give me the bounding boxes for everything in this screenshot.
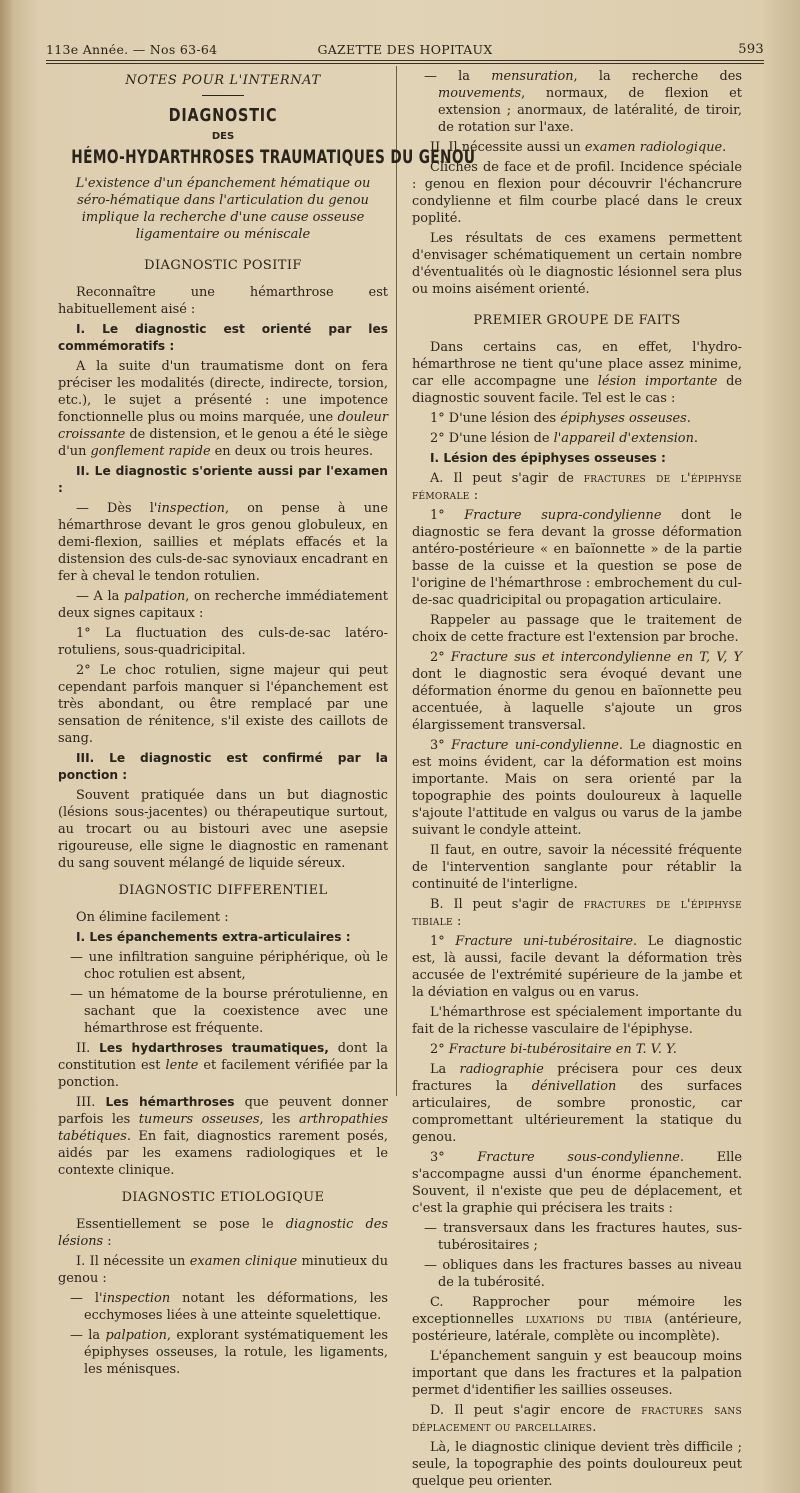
paragraph: 3° Fracture uni-condylienne. Le diagnostic en est moins évident, car la déformation est moins importante. Mais on sera orienté par la topographie des points douloureux à laquelle s'ajoute l'attitude en valgus ou varus de la jambe suivant le condyle atteint.	[412, 738, 743, 838]
paragraph: II. Il nécessite aussi un examen radiologique.	[430, 140, 727, 155]
paragraph: La radiographie précisera pour ces deux fractures la dénivellation des surfaces articulaires, de sombre pronostic, car compromettant ultérieurement la statique du genou.	[412, 1062, 742, 1145]
paragraph: Dans certains cas, en effet, l'hydro-hémarthrose ne tient qu'une place assez minime, car elle accompagne une lésion importante de diagnostic souvent facile. Tel est le cas :	[412, 340, 743, 406]
paragraph: A la suite d'un traumatisme dont on fera préciser les modalités (directe, indirecte, torsion, etc.), le sujet a présenté : une impotence fonctionnelle plus ou moins marquée, une douleur croissante de distension, et le genou a été le siège d'un gonflement rapide en deux ou trois heures.	[58, 359, 388, 459]
header-rule-thin	[46, 63, 764, 64]
subtitle-part-2: implique la recherche d'une cause osseuse ligamentaire ou méniscale	[81, 210, 365, 242]
paragraph: — A la palpation, on recherche immédiatement deux signes capitaux :	[58, 589, 388, 621]
article-subtitle	[58, 175, 388, 243]
section-heading-etiologique: DIAGNOSTIC ETIOLOGIQUE	[121, 1190, 325, 1205]
paragraph: II. Les hydarthroses traumatiques, dont la constitution est lente et facilement vérifiée par la ponction.	[58, 1041, 389, 1090]
running-header	[46, 42, 764, 60]
list-item: — un hématome de la bourse prérotulienne, en sachant que la coexistence avec une hémarthrose est fréquente.	[70, 987, 388, 1036]
list-item: — obliques dans les fractures basses au niveau de la tubérosité.	[424, 1258, 742, 1290]
paragraph: Reconnaître une hémarthrose est habituellement aisé :	[58, 285, 388, 317]
subheading: III. Le diagnostic est confirmé par la ponction :	[58, 751, 388, 782]
paragraph: 2° Fracture sus et intercondylienne en T, V, Y dont le diagnostic sera évoqué devant une déformation énorme du genou en baïonnette peu accentuée, à laquelle s'ajoute un gros élargissement transversal.	[412, 650, 742, 733]
paragraph: D. Il peut s'agir encore de fractures sans déplacement ou parcellaires.	[412, 1403, 742, 1435]
section-heading-positif: DIAGNOSTIC POSITIF	[144, 258, 302, 273]
subheading: I. Le diagnostic est orienté par les commémoratifs :	[58, 322, 388, 353]
list-item: — une infiltration sanguine périphérique, où le choc rotulien est absent,	[70, 950, 388, 982]
subheading: II. Le diagnostic s'oriente aussi par l'examen :	[58, 464, 388, 495]
list-item: — l'inspection notant les déformations, les ecchymoses liées à une atteinte squelettique.	[70, 1291, 388, 1323]
article-title-line2: HÉMO-HYDARTHROSES TRAUMATIQUES DU GENOU	[71, 147, 476, 168]
paragraph: 1° Fracture uni-tubérositaire. Le diagnostic est, là aussi, facile devant la déformation très accusée de l'extrémité supérieure de la jambe et la déviation en valgus ou en varus.	[412, 934, 742, 1000]
section-heading-premier-groupe: PREMIER GROUPE DE FAITS	[473, 313, 681, 328]
paragraph: 1° Fracture supra-condylienne dont le diagnostic se fera devant la grosse déformation antéro-postérieure « en baïonnette » de la partie basse de la cuisse et la question se pose de l'origine de l'hémarthrose : embrochement du cul-de-sac quadricipital ou propagation articulaire.	[412, 508, 742, 608]
paragraph: Clichés de face et de profil. Incidence spéciale : genou en flexion pour découvrir l'échancrure condylienne et film courbe placé dans le creux poplité.	[412, 160, 742, 226]
list-item: — transversaux dans les fractures hautes, sus-tubérositaires ;	[424, 1221, 742, 1253]
column-divider	[396, 66, 397, 1096]
left-column	[58, 68, 476, 1381]
paragraph: Les résultats de ces examens permettent d'envisager schématiquement un certain nombre d'éventualités où le diagnostic lésionnel sera plus ou moins aisément orienté.	[412, 231, 742, 297]
paragraph: Il faut, en outre, savoir la nécessité fréquente de l'intervention sanglante pour rétablir la continuité de l'interligne.	[412, 843, 742, 892]
page-number: 593	[738, 42, 764, 57]
paragraph: III. Les hémarthroses que peuvent donner parfois les tumeurs osseuses, les arthropathies tabétiques. En fait, diagnostics rarement posés, aidés par les examens radiologiques et le contexte clinique.	[58, 1095, 388, 1178]
subtitle-part-1: L'existence d'un épanchement hématique ou séro-hématique dans l'articulation du genou	[75, 176, 371, 208]
article-title-des: DES	[211, 131, 235, 142]
paragraph: L'épanchement sanguin y est beaucoup moins important que dans les fractures et la palpation permet d'identifier les saillies osseuses.	[412, 1349, 742, 1398]
issue-label: 113e Année. — Nos 63-64	[46, 42, 218, 57]
section-heading-differentiel: DIAGNOSTIC DIFFERENTIEL	[118, 883, 328, 898]
article-title-line1: DIAGNOSTIC	[168, 105, 278, 126]
header-rule	[46, 60, 764, 61]
paragraph: 1° D'une lésion des épiphyses osseuses.	[430, 411, 691, 426]
paragraph: 2° Fracture bi-tubérositaire en T. V. Y.	[430, 1042, 677, 1057]
right-column	[412, 68, 742, 1493]
paragraph: C. Rapprocher pour mémoire les exceptionnelles luxations du tibia (antérieure, postérieure, latérale, complète ou incomplète).	[412, 1295, 742, 1344]
paragraph: 1° La fluctuation des culs-de-sac latéro-rotuliens, sous-quadricipital.	[58, 626, 388, 658]
journal-title: GAZETTE DES HOPITAUX	[317, 42, 493, 57]
paragraph: Là, le diagnostic clinique devient très difficile ; seule, la topographie des points douloureux peut quelque peu orienter.	[412, 1440, 742, 1489]
paragraph: 2° Le choc rotulien, signe majeur qui peut cependant parfois manquer si l'épanchement est très abondant, ou être remplacé par une sensation de rénitence, s'il existe des caillots de sang.	[58, 663, 388, 746]
paragraph: Rappeler au passage que le traitement de choix de cette fracture est l'extension par broche.	[412, 613, 742, 645]
list-item: — la mensuration, la recherche des mouvements, normaux, de flexion et extension ; anormaux, de latéralité, de tiroir, de rotation sur l'axe.	[424, 69, 742, 135]
paragraph: L'hémarthrose est spécialement importante du fait de la richesse vasculaire de l'épiphyse.	[412, 1005, 742, 1037]
paragraph: A. Il peut s'agir de fractures de l'épiphyse fémorale :	[412, 471, 743, 503]
paragraph: On élimine facilement :	[76, 910, 229, 925]
series-title: NOTES POUR L'INTERNAT	[125, 73, 321, 88]
paragraph: — Dès l'inspection, on pense à une hémarthrose devant le gros genou globuleux, en demi-flexion, saillies et méplats effacés et la distension des culs-de-sac synoviaux encadrant en fer à cheval le tendon rotulien.	[58, 501, 388, 584]
paragraph: 3° Fracture sous-condylienne. Elle s'accompagne aussi d'un énorme épanchement. Souvent, il n'existe que peu de déplacement, et c'est la graphie qui précisera les traits :	[412, 1150, 742, 1216]
title-rule	[202, 95, 244, 96]
paragraph: 2° D'une lésion de l'appareil d'extension.	[430, 431, 698, 446]
paragraph: Souvent pratiquée dans un but diagnostic (lésions sous-jacentes) ou thérapeutique surtout, au trocart ou au bistouri avec une asepsie rigoureuse, elle signe le diagnostic en ramenant du sang souvent mélangé de liquide séreux.	[58, 788, 388, 871]
paragraph: B. Il peut s'agir de fractures de l'épiphyse tibiale :	[412, 897, 742, 929]
paragraph: Essentiellement se pose le diagnostic des lésions :	[58, 1217, 388, 1249]
list-item: — la palpation, explorant systématiquement les épiphyses osseuses, la rotule, les ligaments, les ménisques.	[70, 1328, 388, 1377]
subheading: I. Lésion des épiphyses osseuses :	[430, 451, 666, 465]
paragraph: I. Il nécessite un examen clinique minutieux du genou :	[58, 1254, 389, 1286]
subheading: I. Les épanchements extra-articulaires :	[76, 930, 351, 944]
